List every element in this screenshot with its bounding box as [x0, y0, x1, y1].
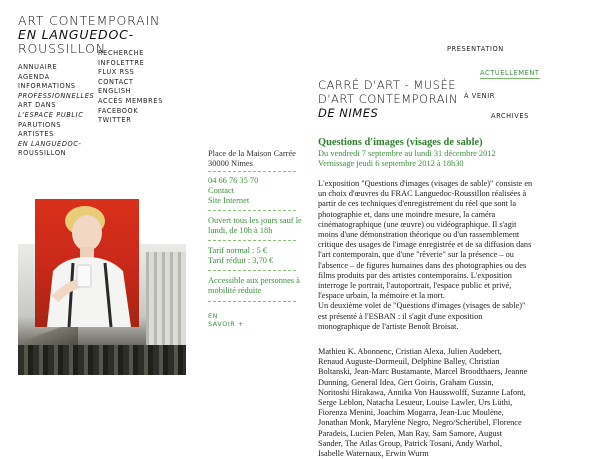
- access-line-2: mobilité réduite: [208, 286, 262, 295]
- tarif-reduit: Tarif réduit : 3,70 €: [208, 256, 274, 265]
- artists-line: Mathieu K. Abonnenc, Cristian Alexa, Julien Audebert,: [318, 347, 502, 356]
- artists-line: Noritoshi Hirakawa, Annika Von Hausswolff, Suzanne Lafont,: [318, 387, 526, 397]
- nav-item-art-dans[interactable]: ART DANS: [18, 101, 57, 110]
- access-line-1: Accessible aux personnes à: [208, 276, 300, 285]
- divider: [208, 301, 296, 302]
- nav-item-contact[interactable]: CONTACT: [98, 77, 134, 86]
- nav-item-twitter[interactable]: TWITTER: [98, 116, 132, 125]
- artists-line: Sander, The Atlas Group, Patrick Tosani, Andy Warhol,: [318, 438, 502, 448]
- artists-line: Serge Leblon, Natacha Lesueur, Louise Lawler, Urs Lüthi,: [318, 398, 513, 408]
- nav-item-facebook[interactable]: FACEBOOK: [98, 106, 139, 115]
- address-line-2: 30000 Nimes: [208, 159, 253, 168]
- nav-item-parutions[interactable]: PARUTIONS: [18, 120, 62, 129]
- nav-item-recherche[interactable]: RECHERCHE: [98, 49, 144, 57]
- artists-line: Fiorenza Menini, Joachim Mogarra, Jean-Luc Moulène,: [318, 408, 504, 418]
- event-date-range: Du vendredi 7 septembre au lundi 31 décembre 2012: [318, 149, 496, 158]
- portrait-figure: [35, 199, 139, 327]
- divider: [208, 270, 296, 271]
- tab-archives[interactable]: ARCHIVES: [491, 112, 529, 120]
- en-savoir-plus-link[interactable]: [208, 312, 244, 328]
- event-title: Questions d'images (visages de sable): [318, 137, 483, 148]
- divider: [208, 210, 296, 211]
- artists-line: Dunning, General Idea, Gert Goiris, Graham Gussin,: [318, 377, 494, 387]
- en-savoir-line-2: SAVOIR +: [208, 320, 244, 328]
- contact-info: [208, 176, 318, 206]
- nav-item-flux-rss[interactable]: FLUX RSS: [98, 68, 135, 77]
- artists-line: Renaud Auguste-Dormeuil, Delphine Balley, Christian: [318, 357, 500, 367]
- museum-title: [318, 79, 508, 120]
- museum-title-line-1: CARRÉ D'ART - MUSÉE: [318, 78, 456, 92]
- artists-line: Jonathan Monk, Marylène Negro, Negro/Scherübel, Florence: [318, 418, 522, 428]
- artists-line: Isabelle Waternaux, Erwin Wurm: [318, 449, 429, 459]
- opening-hours: [208, 216, 318, 236]
- description-line: films produits par des artistes contemporains. L'exposition: [318, 270, 512, 280]
- nav-item-annuaire[interactable]: ANNUAIRE: [18, 63, 58, 71]
- artists-line: Paradeis, Lucien Pelen, Man Ray, Sam Samore, August: [318, 428, 503, 438]
- nav-item-agenda[interactable]: AGENDA: [18, 72, 50, 81]
- description-line: l'art contemporain, que d'une "rêverie" sur la présence – ou: [318, 250, 514, 260]
- nav-item-english[interactable]: ENGLISH: [98, 87, 132, 96]
- accessibility-info: [208, 276, 318, 296]
- tab-a-venir[interactable]: À VENIR: [464, 92, 495, 100]
- nav-item-roussillon[interactable]: ROUSSILLON: [18, 149, 67, 158]
- hours-line-1: Ouvert tous les jours sauf le: [208, 216, 302, 225]
- description-line: photographie et, dans une moindre mesure, la caméra: [318, 209, 496, 219]
- artists-line: Boltanski, Jean-Marc Bustamante, Marcel Broodthaers, Jeanne: [318, 367, 528, 377]
- description-line: interroge le portrait, l'autoportrait, l'espace public et privé,: [318, 281, 512, 291]
- description-line: l'espace urbain, la mémoire et la mort.: [318, 291, 445, 301]
- description-line: l'absence – de figures humaines dans des photographies ou des: [318, 260, 527, 270]
- photo-street: [18, 345, 186, 375]
- event-description: [318, 179, 540, 332]
- museum-title-line-2: D'ART CONTEMPORAIN: [318, 91, 458, 106]
- description-line: cinématographique (une œuvre) ou vidéographique. Il s'agit: [318, 219, 517, 229]
- divider: [208, 171, 296, 172]
- museum-title-line-3: DE NIMES: [318, 105, 379, 120]
- photo-wall: [146, 252, 186, 345]
- nav-item-en-languedoc[interactable]: EN LANGUEDOC-: [18, 139, 82, 148]
- nav-item-espace-public[interactable]: L'ESPACE PUBLIC: [18, 110, 84, 119]
- description-line: Un deuxième volet de "Questions d'images (visages de sable)": [318, 301, 526, 311]
- nav-left: [18, 63, 110, 159]
- phone-number: 04 66 76 35 70: [208, 176, 259, 185]
- divider: [208, 240, 296, 241]
- description-line: est présenté à l'ESBAN : il s'agit d'une exposition: [318, 311, 483, 321]
- description-line: un choix d'œuvres du FRAC Languedoc-Roussillon réalisées à: [318, 189, 527, 199]
- site-title-line-2: EN LANGUEDOC-: [18, 27, 134, 42]
- site-title-line-1: ART CONTEMPORAIN: [18, 13, 161, 28]
- site-title-line-3: ROUSSILLON: [18, 41, 106, 56]
- nav-item-informations[interactable]: INFORMATIONS: [18, 82, 76, 91]
- description-line: L'exposition "Questions d'images (visages de sable)" consiste en: [318, 179, 533, 188]
- prices: [208, 246, 318, 266]
- tab-actuellement[interactable]: ACTUELLEMENT: [480, 69, 540, 77]
- description-line: monographique de l'artiste Benoît Broisat.: [318, 321, 459, 331]
- exhibition-photo-portrait: [35, 199, 139, 327]
- museum-address: [208, 149, 318, 169]
- hours-line-2: lundi, de 10h à 18h: [208, 226, 273, 235]
- address-line-1: Place de la Maison Carrée: [208, 149, 296, 158]
- nav-item-acces-membres[interactable]: ACCÈS MEMBRES: [98, 96, 163, 105]
- nav-item-infolettre[interactable]: INFOLETTRE: [98, 58, 145, 67]
- nav-item-professionnelles[interactable]: PROFESSIONNELLES: [18, 91, 95, 100]
- nav-right: [98, 49, 168, 126]
- description-line: partir de ces techniques d'enregistrement du réel que sont la: [318, 199, 517, 209]
- tab-presentation[interactable]: PRÉSENTATION: [447, 45, 504, 53]
- en-savoir-line-1: EN: [208, 312, 219, 320]
- contact-link[interactable]: Contact: [208, 186, 235, 195]
- tarif-normal: Tarif normal : 5 €: [208, 246, 267, 255]
- artists-list: [318, 347, 544, 459]
- event-dates: [318, 149, 518, 170]
- description-line: moins d'une démonstration théorique ou d'un rassemblement: [318, 230, 520, 240]
- site-internet-link[interactable]: Site Internet: [208, 196, 250, 205]
- event-vernissage: Vernissage jeudi 6 septembre 2012 à 18h30: [318, 159, 464, 169]
- nav-item-artistes[interactable]: ARTISTES: [18, 130, 54, 139]
- description-line: critique des usages de l'image enregistrée et de sa diffusion dans: [318, 240, 532, 250]
